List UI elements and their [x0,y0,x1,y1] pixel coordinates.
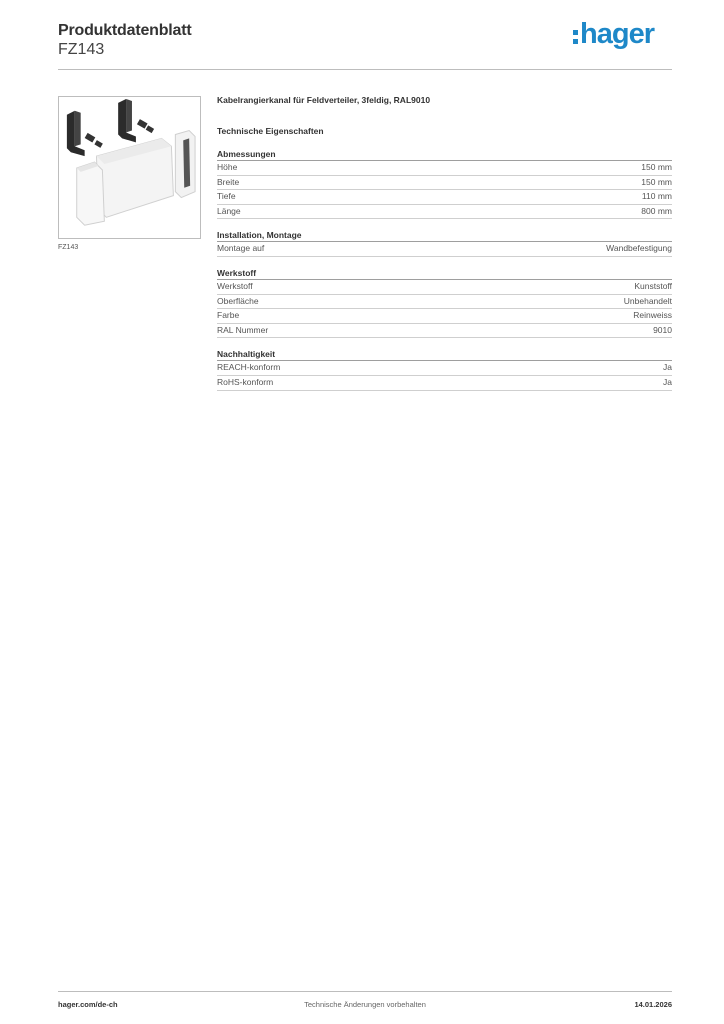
product-description: Kabelrangierkanal für Feldverteiler, 3feldig, RAL9010 [217,95,431,105]
table-row [217,309,672,324]
row-label: Montage auf [217,243,265,254]
row-label: Oberfläche [217,295,259,306]
row-label: Länge [217,205,241,216]
row-label: REACH-konform [217,362,281,373]
table-row [217,190,672,205]
hager-logo [573,18,654,51]
cable-duct-illustration [59,97,200,238]
row-value: 9010 [653,324,672,335]
logo-text: hager [580,18,654,50]
row-label: Farbe [217,310,240,321]
row-label: Höhe [217,162,238,172]
table-row [217,280,672,295]
table-row [217,324,672,339]
row-value: Unbehandelt [623,295,672,306]
table-row [217,361,672,376]
footer-note: Technische Änderungen vorbehalten [304,1000,426,1009]
table-row [217,376,672,391]
product-details [217,95,672,391]
row-value: Wandbefestigung [606,243,672,254]
row-value: 800 mm [641,205,672,216]
row-value: Kunststoff [634,280,672,291]
table-row [217,205,672,220]
image-caption: FZ143 [58,244,79,251]
logo-dots-icon [573,30,578,44]
row-value: 110 mm [641,191,672,202]
table-row [217,176,672,191]
product-code: FZ143 [58,41,105,58]
row-label: Werkstoff [217,280,253,291]
section-werkstoff [217,267,672,338]
section-title: Werkstoff [217,267,672,280]
row-label: Tiefe [217,191,236,202]
table-row [217,242,672,257]
row-value: Ja [663,376,672,387]
row-value: Ja [663,362,672,373]
row-label: RoHS-konform [217,376,274,387]
section-installation [217,229,672,257]
section-nachhaltigkeit [217,348,672,390]
page-header [58,18,672,70]
footer-website-link[interactable]: hager.com/de-ch [58,1000,118,1009]
section-title: Nachhaltigkeit [217,348,672,361]
row-value: 150 mm [641,162,672,172]
row-label: RAL Nummer [217,324,269,335]
product-image [58,96,201,239]
page-footer [58,991,672,1013]
section-abmessungen [217,148,672,219]
section-title: Installation, Montage [217,229,672,242]
tech-properties-heading: Technische Eigenschaften [217,126,324,136]
row-value: 150 mm [641,176,672,187]
table-row [217,161,672,176]
footer-date: 14.01.2026 [634,1000,672,1009]
row-value: Reinweiss [633,310,672,321]
row-label: Breite [217,176,240,187]
section-title: Abmessungen [217,148,672,161]
table-row [217,295,672,310]
page-title: Produktdatenblatt [58,22,192,39]
